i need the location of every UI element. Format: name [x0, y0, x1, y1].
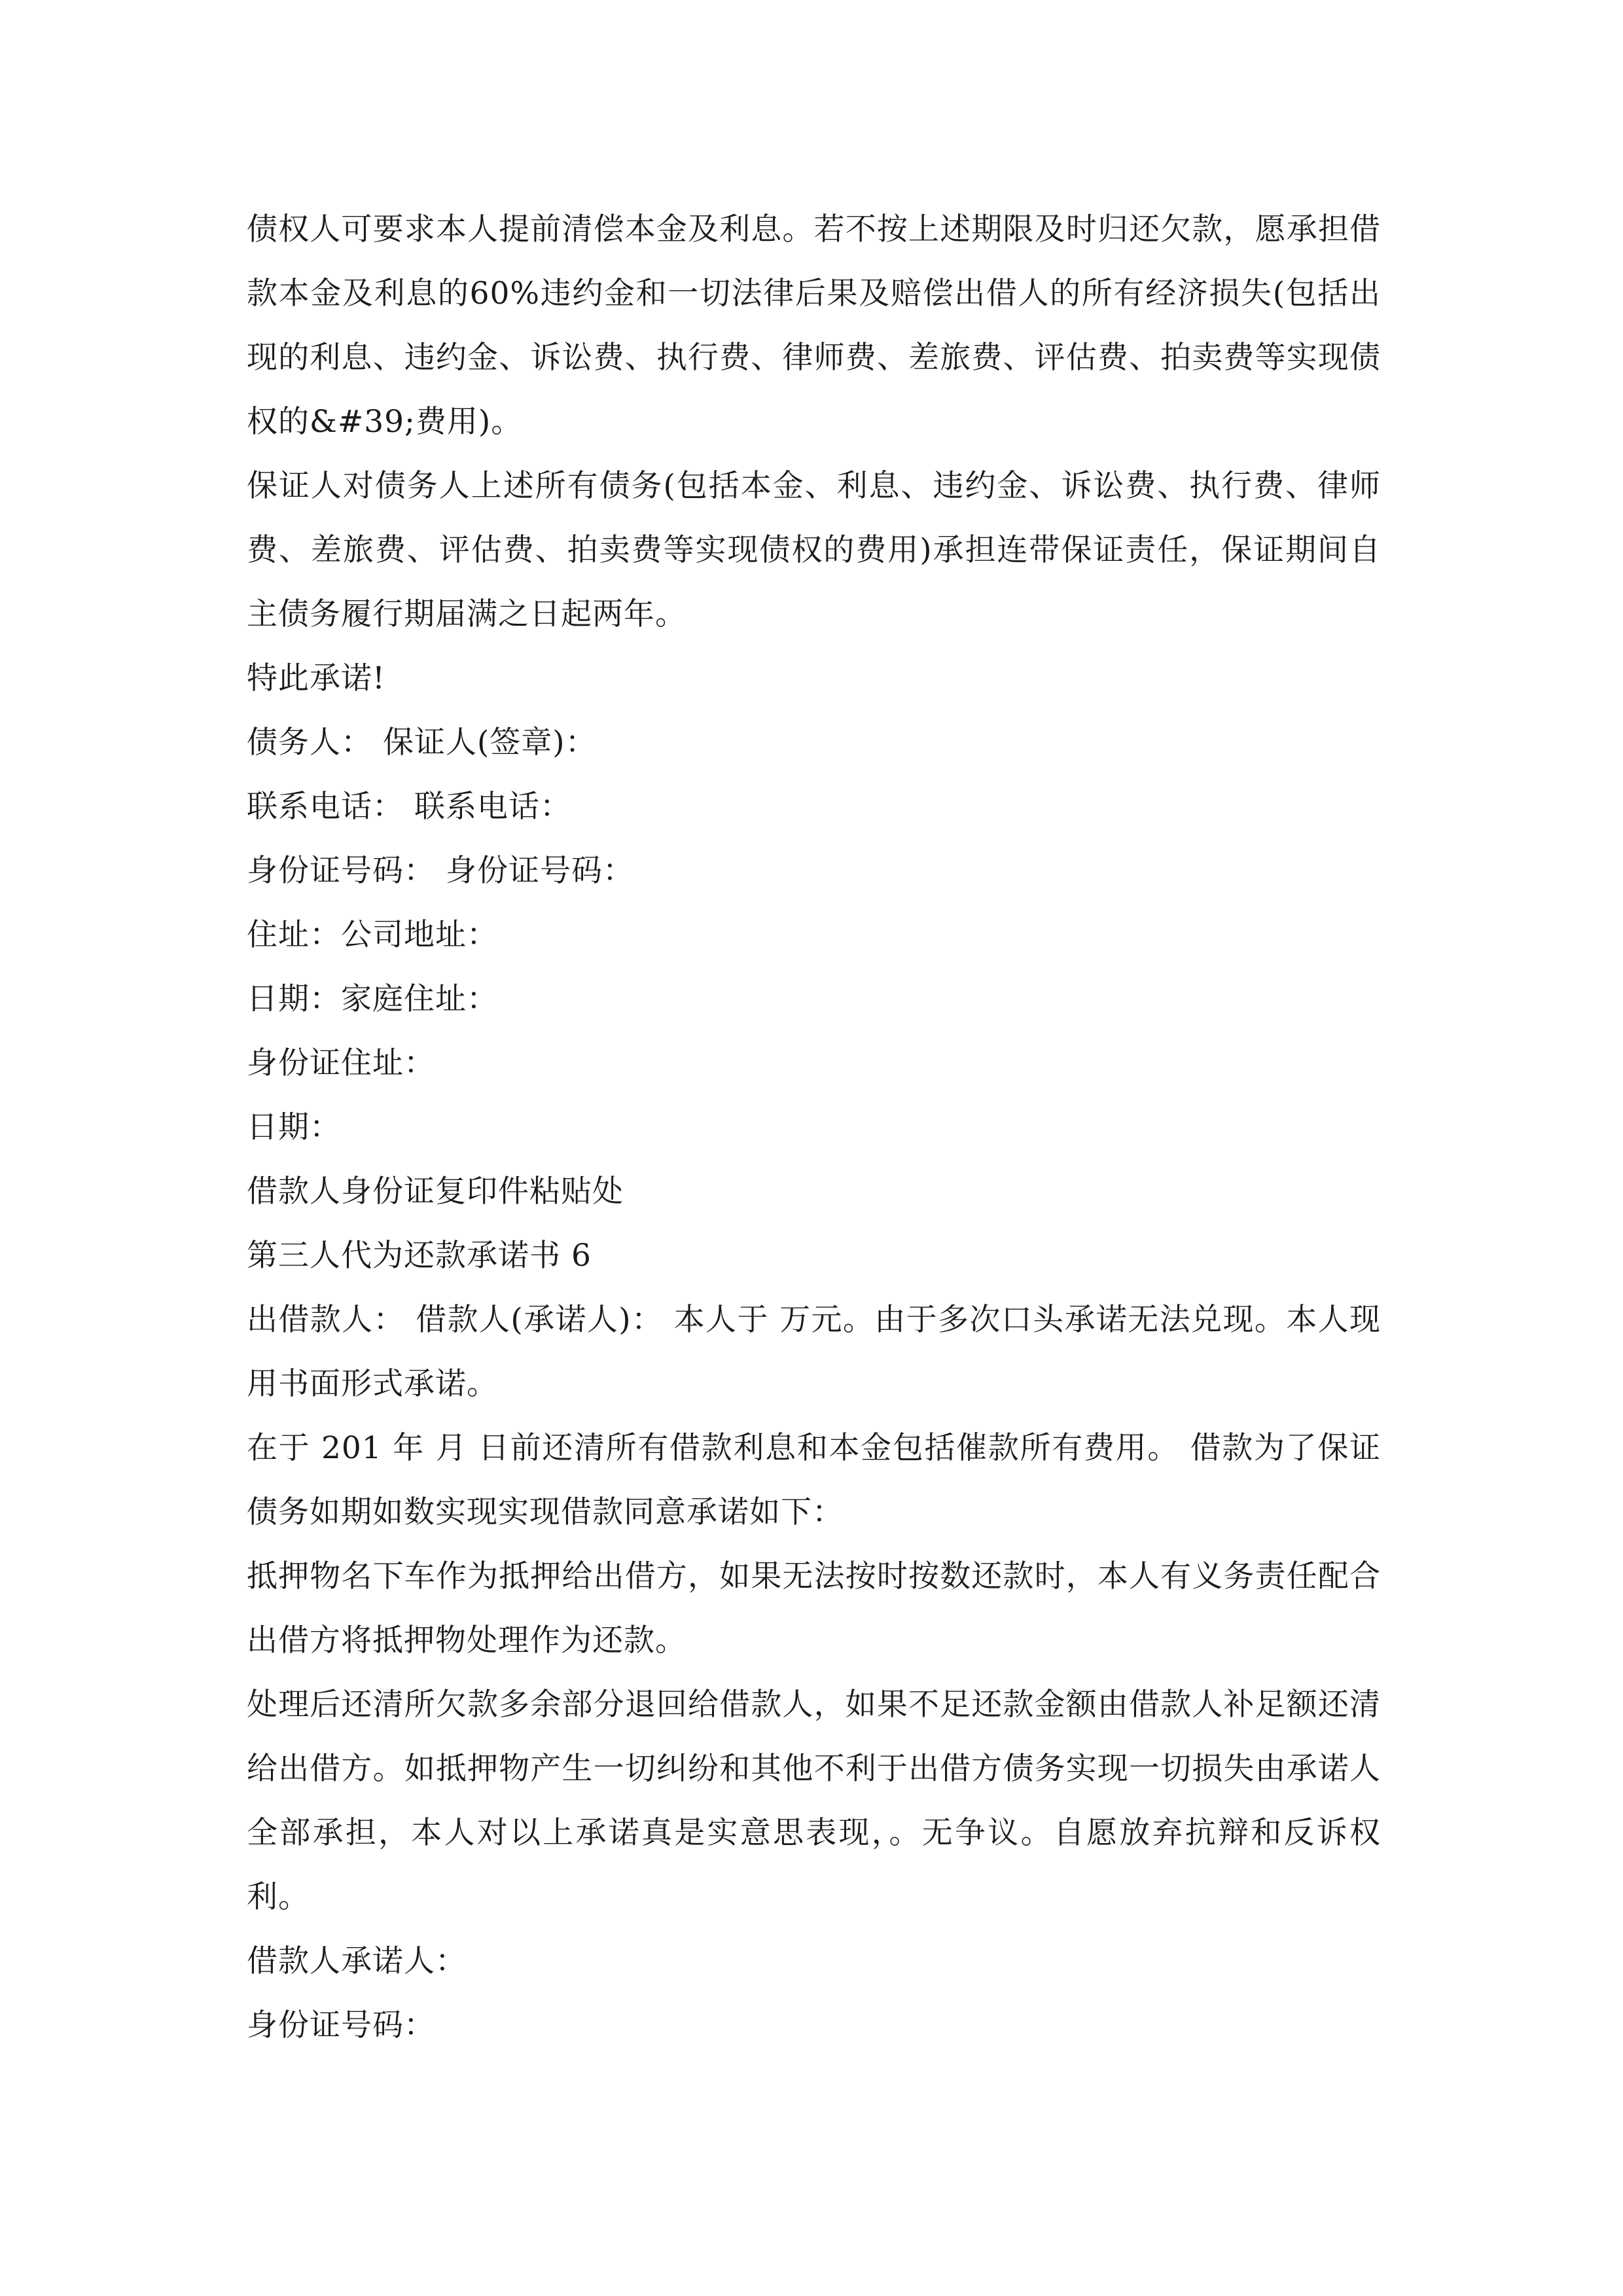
document-body	[247, 198, 1381, 2058]
signature-debtor-guarantor: 债务人： 保证人(签章)：	[247, 725, 597, 761]
paragraph-early-repayment-penalty: 债权人可要求本人提前清偿本金及利息。若不按上述期限及时归还欠款，愿承担借款本金及利息的60%违约金和一切法律后果及赔偿出借人的所有经济损失(包括出现的利息、违约金、诉讼费、执行费、律师费、差旅费、评估费、拍卖费等实现债权的&#39;费用)。	[247, 211, 1381, 440]
signature-date-home-address: 日期：家庭住址：	[247, 981, 498, 1017]
signature-address: 住址：公司地址：	[247, 917, 498, 953]
paragraph-guarantor-liability: 保证人对债务人上述所有债务(包括本金、利息、违约金、诉讼费、执行费、律师费、差旅费、评估费、拍卖费等实现债权的费用)承担连带保证责任，保证期间自主债务履行期届满之日起两年。	[247, 468, 1381, 632]
paragraph-parties: 出借款人： 借款人(承诺人)： 本人于 万元。由于多次口头承诺无法兑现。本人现用书面形式承诺。	[247, 1302, 1381, 1402]
signature-borrower: 借款人承诺人：	[247, 1943, 467, 1979]
signature-id-number: 身份证号码： 身份证号码：	[247, 853, 634, 889]
signature-phone: 联系电话： 联系电话：	[247, 789, 571, 825]
paragraph-collateral: 抵押物名下车作为抵押给出借方，如果无法按时按数还款时，本人有义务责任配合出借方将抵押物处理作为还款。	[247, 1558, 1381, 1659]
signature-id-address: 身份证住址：	[247, 1045, 435, 1081]
signature-date: 日期：	[247, 1109, 341, 1145]
section-title: 第三人代为还款承诺书 6	[247, 1238, 592, 1274]
id-copy-paste-area-label: 借款人身份证复印件粘贴处	[247, 1174, 624, 1210]
signature-borrower-id: 身份证号码：	[247, 2007, 435, 2043]
paragraph-after-disposal: 处理后还清所欠款多余部分退回给借款人，如果不足还款金额由借款人补足额还清给出借方。如抵押物产生一切纠纷和其他不利于出借方债务实现一切损失由承诺人全部承担，本人对以上承诺真是实意思表现，。无争议。自愿放弃抗辩和反诉权利。	[247, 1687, 1381, 1915]
paragraph-repayment-date: 在于 201 年 月 日前还清所有借款利息和本金包括催款所有费用。 借款为了保证债务如期如数实现实现借款同意承诺如下：	[247, 1430, 1381, 1530]
paragraph-hereby-commit: 特此承诺!	[247, 660, 385, 696]
